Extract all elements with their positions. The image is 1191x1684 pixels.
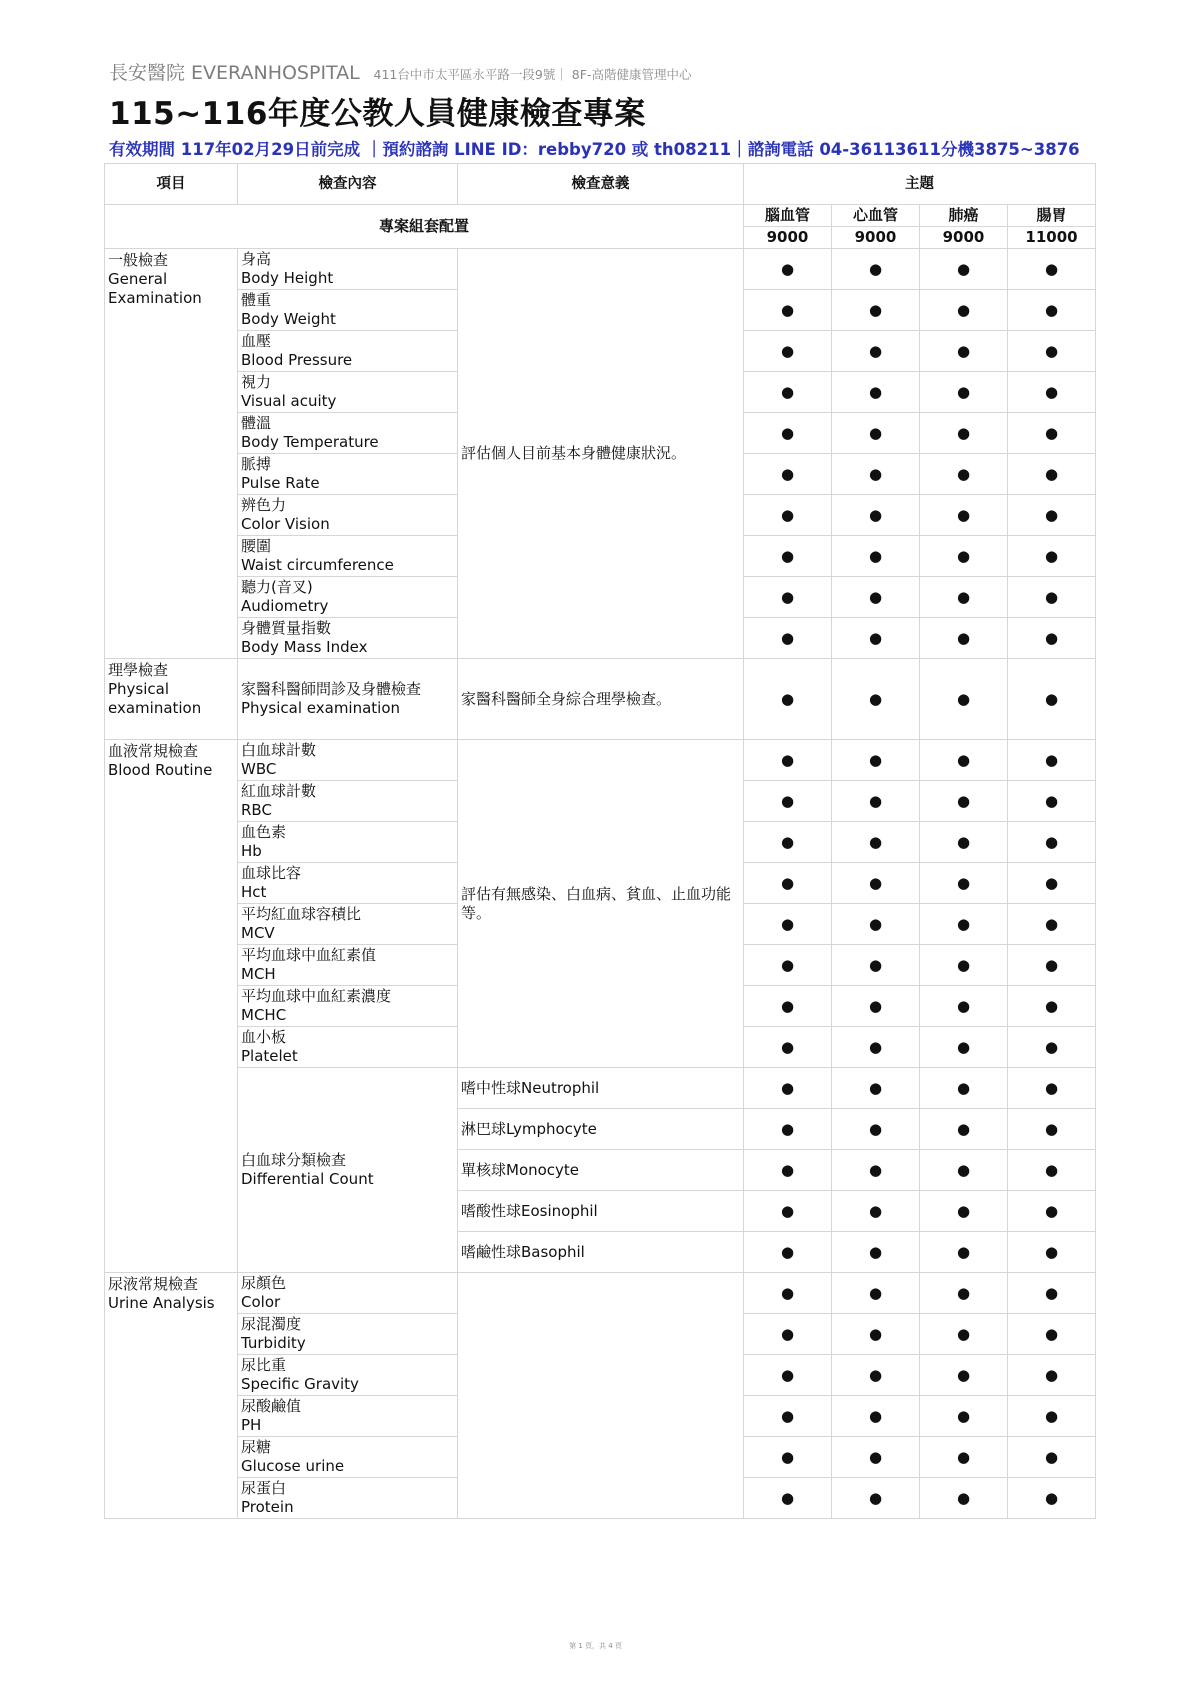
table-row [105, 1273, 1096, 1314]
included-dot: ● [1008, 413, 1096, 454]
included-dot: ● [832, 740, 920, 781]
included-dot: ● [832, 1437, 920, 1478]
included-dot: ● [744, 536, 832, 577]
item-label-zh: 理學檢查 [108, 661, 169, 679]
included-dot: ● [1008, 1478, 1096, 1519]
exam-content [238, 413, 458, 454]
content-zh: 聽力(音叉) [241, 578, 313, 596]
included-dot: ● [744, 945, 832, 986]
included-dot: ● [1008, 577, 1096, 618]
included-dot: ● [1008, 249, 1096, 290]
included-dot: ● [920, 863, 1008, 904]
included-dot: ● [1008, 1068, 1096, 1109]
exam-content [238, 1437, 458, 1478]
included-dot: ● [920, 372, 1008, 413]
content-zh: 血小板 [241, 1028, 287, 1046]
hospital-header [109, 58, 691, 85]
diff-count-item: 嗜中性球Neutrophil [458, 1068, 744, 1109]
included-dot: ● [744, 1191, 832, 1232]
included-dot: ● [1008, 1027, 1096, 1068]
theme-price: 9000 [920, 227, 1008, 249]
included-dot: ● [1008, 454, 1096, 495]
exam-meaning: 評估個人目前基本身體健康狀況。 [458, 249, 744, 659]
content-en: Specific Gravity [241, 1375, 359, 1393]
content-en: Waist circumference [241, 556, 394, 574]
included-dot: ● [1008, 781, 1096, 822]
exam-content [238, 1027, 458, 1068]
included-dot: ● [832, 1109, 920, 1150]
included-dot: ● [744, 372, 832, 413]
included-dot: ● [744, 1232, 832, 1273]
included-dot: ● [920, 904, 1008, 945]
included-dot: ● [832, 1150, 920, 1191]
included-dot: ● [744, 290, 832, 331]
content-en: Body Mass Index [241, 638, 368, 656]
item-label-en: General [108, 270, 168, 288]
exam-content [238, 372, 458, 413]
exam-content [238, 1273, 458, 1314]
included-dot: ● [744, 618, 832, 659]
theme-price: 11000 [1008, 227, 1096, 249]
included-dot: ● [832, 1191, 920, 1232]
item-label-en: Physical [108, 680, 170, 698]
included-dot: ● [832, 618, 920, 659]
content-zh: 血球比容 [241, 864, 302, 882]
included-dot: ● [744, 740, 832, 781]
included-dot: ● [832, 863, 920, 904]
content-en: Color [241, 1293, 281, 1311]
included-dot: ● [1008, 1232, 1096, 1273]
included-dot: ● [744, 1273, 832, 1314]
item-label-zh: 血液常規檢查 [108, 742, 199, 760]
exam-content [238, 495, 458, 536]
exam-content [238, 249, 458, 290]
meaning-line: 等。 [461, 903, 492, 922]
included-dot: ● [1008, 1109, 1096, 1150]
diff-count-item: 單核球Monocyte [458, 1150, 744, 1191]
exam-content [238, 454, 458, 495]
included-dot: ● [1008, 536, 1096, 577]
included-dot: ● [920, 1396, 1008, 1437]
header-content: 檢查內容 [238, 164, 458, 205]
included-dot: ● [920, 618, 1008, 659]
included-dot: ● [832, 781, 920, 822]
diff-count-item: 淋巴球Lymphocyte [458, 1109, 744, 1150]
included-dot: ● [744, 1109, 832, 1150]
included-dot: ● [920, 290, 1008, 331]
included-dot: ● [920, 413, 1008, 454]
table-row [105, 740, 1096, 781]
exam-content [238, 863, 458, 904]
included-dot: ● [832, 986, 920, 1027]
included-dot: ● [832, 1396, 920, 1437]
item-physical [105, 659, 238, 740]
package-label: 專案組套配置 [105, 205, 744, 249]
content-zh: 尿比重 [241, 1356, 287, 1374]
document-title: 115~116年度公教人員健康檢查專案 [109, 96, 646, 132]
content-zh: 身高 [241, 250, 272, 268]
included-dot: ● [920, 1191, 1008, 1232]
included-dot: ● [1008, 822, 1096, 863]
included-dot: ● [920, 1027, 1008, 1068]
theme-name: 心血管 [832, 205, 920, 227]
included-dot: ● [1008, 372, 1096, 413]
content-zh: 平均血球中血紅素值 [241, 946, 377, 964]
content-en: Hb [241, 842, 262, 860]
included-dot: ● [920, 659, 1008, 740]
content-en: Differential Count [241, 1170, 374, 1188]
content-en: WBC [241, 760, 277, 778]
included-dot: ● [1008, 1355, 1096, 1396]
content-zh: 體重 [241, 291, 272, 309]
included-dot: ● [920, 454, 1008, 495]
exam-meaning [458, 740, 744, 1068]
exam-content [238, 986, 458, 1027]
included-dot: ● [744, 1068, 832, 1109]
exam-content [238, 1396, 458, 1437]
content-zh: 腰圍 [241, 537, 272, 555]
included-dot: ● [832, 945, 920, 986]
item-label-zh: 尿液常規檢查 [108, 1275, 199, 1293]
content-en: Protein [241, 1498, 294, 1516]
included-dot: ● [832, 495, 920, 536]
content-en: Hct [241, 883, 267, 901]
included-dot: ● [920, 822, 1008, 863]
included-dot: ● [1008, 1150, 1096, 1191]
included-dot: ● [920, 1355, 1008, 1396]
included-dot: ● [832, 536, 920, 577]
content-en: Body Temperature [241, 433, 379, 451]
included-dot: ● [832, 1068, 920, 1109]
table-row [105, 249, 1096, 290]
item-label-en: Blood Routine [108, 761, 213, 779]
included-dot: ● [920, 577, 1008, 618]
included-dot: ● [744, 986, 832, 1027]
hospital-address: 411台中市太平區永平路一段9號｜ 8F-高階健康管理中心 [373, 67, 692, 82]
included-dot: ● [920, 331, 1008, 372]
content-zh: 尿混濁度 [241, 1315, 302, 1333]
content-zh: 家醫科醫師問診及身體檢查 [241, 680, 422, 698]
included-dot: ● [744, 1355, 832, 1396]
included-dot: ● [1008, 618, 1096, 659]
included-dot: ● [920, 1437, 1008, 1478]
included-dot: ● [832, 454, 920, 495]
theme-price: 9000 [832, 227, 920, 249]
included-dot: ● [832, 659, 920, 740]
content-zh: 視力 [241, 373, 272, 391]
included-dot: ● [1008, 1396, 1096, 1437]
included-dot: ● [1008, 1437, 1096, 1478]
content-en: Audiometry [241, 597, 329, 615]
exam-meaning [458, 1273, 744, 1519]
content-en: Blood Pressure [241, 351, 353, 369]
included-dot: ● [920, 536, 1008, 577]
content-zh: 血壓 [241, 332, 272, 350]
exam-content [238, 536, 458, 577]
included-dot: ● [1008, 740, 1096, 781]
content-zh: 紅血球計數 [241, 782, 317, 800]
included-dot: ● [920, 740, 1008, 781]
included-dot: ● [744, 577, 832, 618]
content-en: Pulse Rate [241, 474, 320, 492]
content-en: Body Height [241, 269, 334, 287]
included-dot: ● [920, 1150, 1008, 1191]
included-dot: ● [832, 1314, 920, 1355]
included-dot: ● [744, 1437, 832, 1478]
included-dot: ● [744, 781, 832, 822]
content-zh: 尿酸鹼值 [241, 1397, 302, 1415]
content-en: Turbidity [241, 1334, 306, 1352]
included-dot: ● [744, 904, 832, 945]
exam-table [104, 163, 1096, 1519]
included-dot: ● [832, 1478, 920, 1519]
content-en: Physical examination [241, 699, 401, 717]
content-en: Visual acuity [241, 392, 337, 410]
theme-name: 腦血管 [744, 205, 832, 227]
exam-content [238, 1314, 458, 1355]
item-label-en: examination [108, 699, 202, 717]
included-dot: ● [832, 1232, 920, 1273]
table-row [105, 659, 1096, 740]
included-dot: ● [832, 822, 920, 863]
included-dot: ● [832, 372, 920, 413]
content-zh: 體溫 [241, 414, 272, 432]
included-dot: ● [920, 249, 1008, 290]
content-en: Platelet [241, 1047, 298, 1065]
exam-content [238, 331, 458, 372]
content-en: PH [241, 1416, 262, 1434]
included-dot: ● [744, 331, 832, 372]
content-en: Color Vision [241, 515, 330, 533]
item-label-zh: 一般檢查 [108, 251, 169, 269]
content-en: Glucose urine [241, 1457, 345, 1475]
included-dot: ● [832, 1027, 920, 1068]
included-dot: ● [1008, 331, 1096, 372]
included-dot: ● [920, 1273, 1008, 1314]
included-dot: ● [920, 945, 1008, 986]
exam-content [238, 1355, 458, 1396]
included-dot: ● [832, 1273, 920, 1314]
exam-content [238, 290, 458, 331]
included-dot: ● [744, 659, 832, 740]
included-dot: ● [1008, 495, 1096, 536]
content-zh: 尿糖 [241, 1438, 272, 1456]
item-label-en: Examination [108, 289, 202, 307]
item-urine [105, 1273, 238, 1519]
content-en: Body Weight [241, 310, 336, 328]
hospital-name: 長安醫院 EVERANHOSPITAL [109, 62, 360, 84]
exam-content [238, 577, 458, 618]
content-en: MCH [241, 965, 276, 983]
content-zh: 平均紅血球容積比 [241, 905, 362, 923]
included-dot: ● [920, 1068, 1008, 1109]
included-dot: ● [832, 577, 920, 618]
included-dot: ● [920, 1232, 1008, 1273]
included-dot: ● [1008, 945, 1096, 986]
included-dot: ● [744, 413, 832, 454]
included-dot: ● [744, 1027, 832, 1068]
header-theme: 主題 [744, 164, 1096, 205]
item-label-en: Urine Analysis [108, 1294, 215, 1312]
content-en: RBC [241, 801, 272, 819]
included-dot: ● [1008, 1273, 1096, 1314]
included-dot: ● [832, 290, 920, 331]
content-en: MCHC [241, 1006, 287, 1024]
theme-name: 腸胃 [1008, 205, 1096, 227]
included-dot: ● [1008, 1314, 1096, 1355]
included-dot: ● [832, 331, 920, 372]
included-dot: ● [744, 495, 832, 536]
content-zh: 白血球分類檢查 [241, 1151, 347, 1169]
content-zh: 辨色力 [241, 496, 287, 514]
included-dot: ● [920, 781, 1008, 822]
included-dot: ● [744, 1150, 832, 1191]
exam-content [238, 659, 458, 740]
exam-content [238, 945, 458, 986]
included-dot: ● [744, 1314, 832, 1355]
exam-content [238, 618, 458, 659]
included-dot: ● [920, 986, 1008, 1027]
page-footer: 第 1 頁，共 4 頁 [569, 1642, 622, 1650]
included-dot: ● [744, 822, 832, 863]
included-dot: ● [744, 454, 832, 495]
exam-content [238, 781, 458, 822]
validity-contact-line: 有效期間 117年02月29日前完成 ｜預約諮詢 LINE ID：rebby720 或 th08211｜諮詢電話 04-36113611分機3875~3876 [109, 140, 1080, 159]
included-dot: ● [744, 1478, 832, 1519]
included-dot: ● [744, 249, 832, 290]
content-zh: 脈搏 [241, 455, 272, 473]
item-general [105, 249, 238, 659]
diff-count-item: 嗜酸性球Eosinophil [458, 1191, 744, 1232]
content-zh: 平均血球中血紅素濃度 [241, 987, 392, 1005]
included-dot: ● [1008, 904, 1096, 945]
included-dot: ● [1008, 986, 1096, 1027]
diff-count-item: 嗜鹼性球Basophil [458, 1232, 744, 1273]
table-row [105, 1068, 1096, 1109]
included-dot: ● [1008, 659, 1096, 740]
header-meaning: 檢查意義 [458, 164, 744, 205]
content-zh: 尿蛋白 [241, 1479, 287, 1497]
included-dot: ● [832, 1355, 920, 1396]
content-en: MCV [241, 924, 275, 942]
included-dot: ● [744, 863, 832, 904]
included-dot: ● [832, 413, 920, 454]
included-dot: ● [920, 495, 1008, 536]
included-dot: ● [744, 1396, 832, 1437]
content-zh: 白血球計數 [241, 741, 317, 759]
exam-content [238, 1478, 458, 1519]
included-dot: ● [1008, 1191, 1096, 1232]
exam-content [238, 1068, 458, 1273]
included-dot: ● [920, 1478, 1008, 1519]
included-dot: ● [1008, 290, 1096, 331]
theme-name: 肺癌 [920, 205, 1008, 227]
theme-price: 9000 [744, 227, 832, 249]
included-dot: ● [832, 249, 920, 290]
exam-content [238, 822, 458, 863]
exam-content [238, 904, 458, 945]
included-dot: ● [920, 1109, 1008, 1150]
content-zh: 血色素 [241, 823, 287, 841]
exam-meaning: 家醫科醫師全身綜合理學檢查。 [458, 659, 744, 740]
item-blood [105, 740, 238, 1273]
exam-content [238, 740, 458, 781]
included-dot: ● [1008, 863, 1096, 904]
content-zh: 身體質量指數 [241, 619, 332, 637]
content-zh: 尿顏色 [241, 1274, 287, 1292]
included-dot: ● [832, 904, 920, 945]
header-item: 項目 [105, 164, 238, 205]
included-dot: ● [920, 1314, 1008, 1355]
meaning-line: 評估有無感染、白血病、貧血、止血功能 [461, 884, 732, 903]
